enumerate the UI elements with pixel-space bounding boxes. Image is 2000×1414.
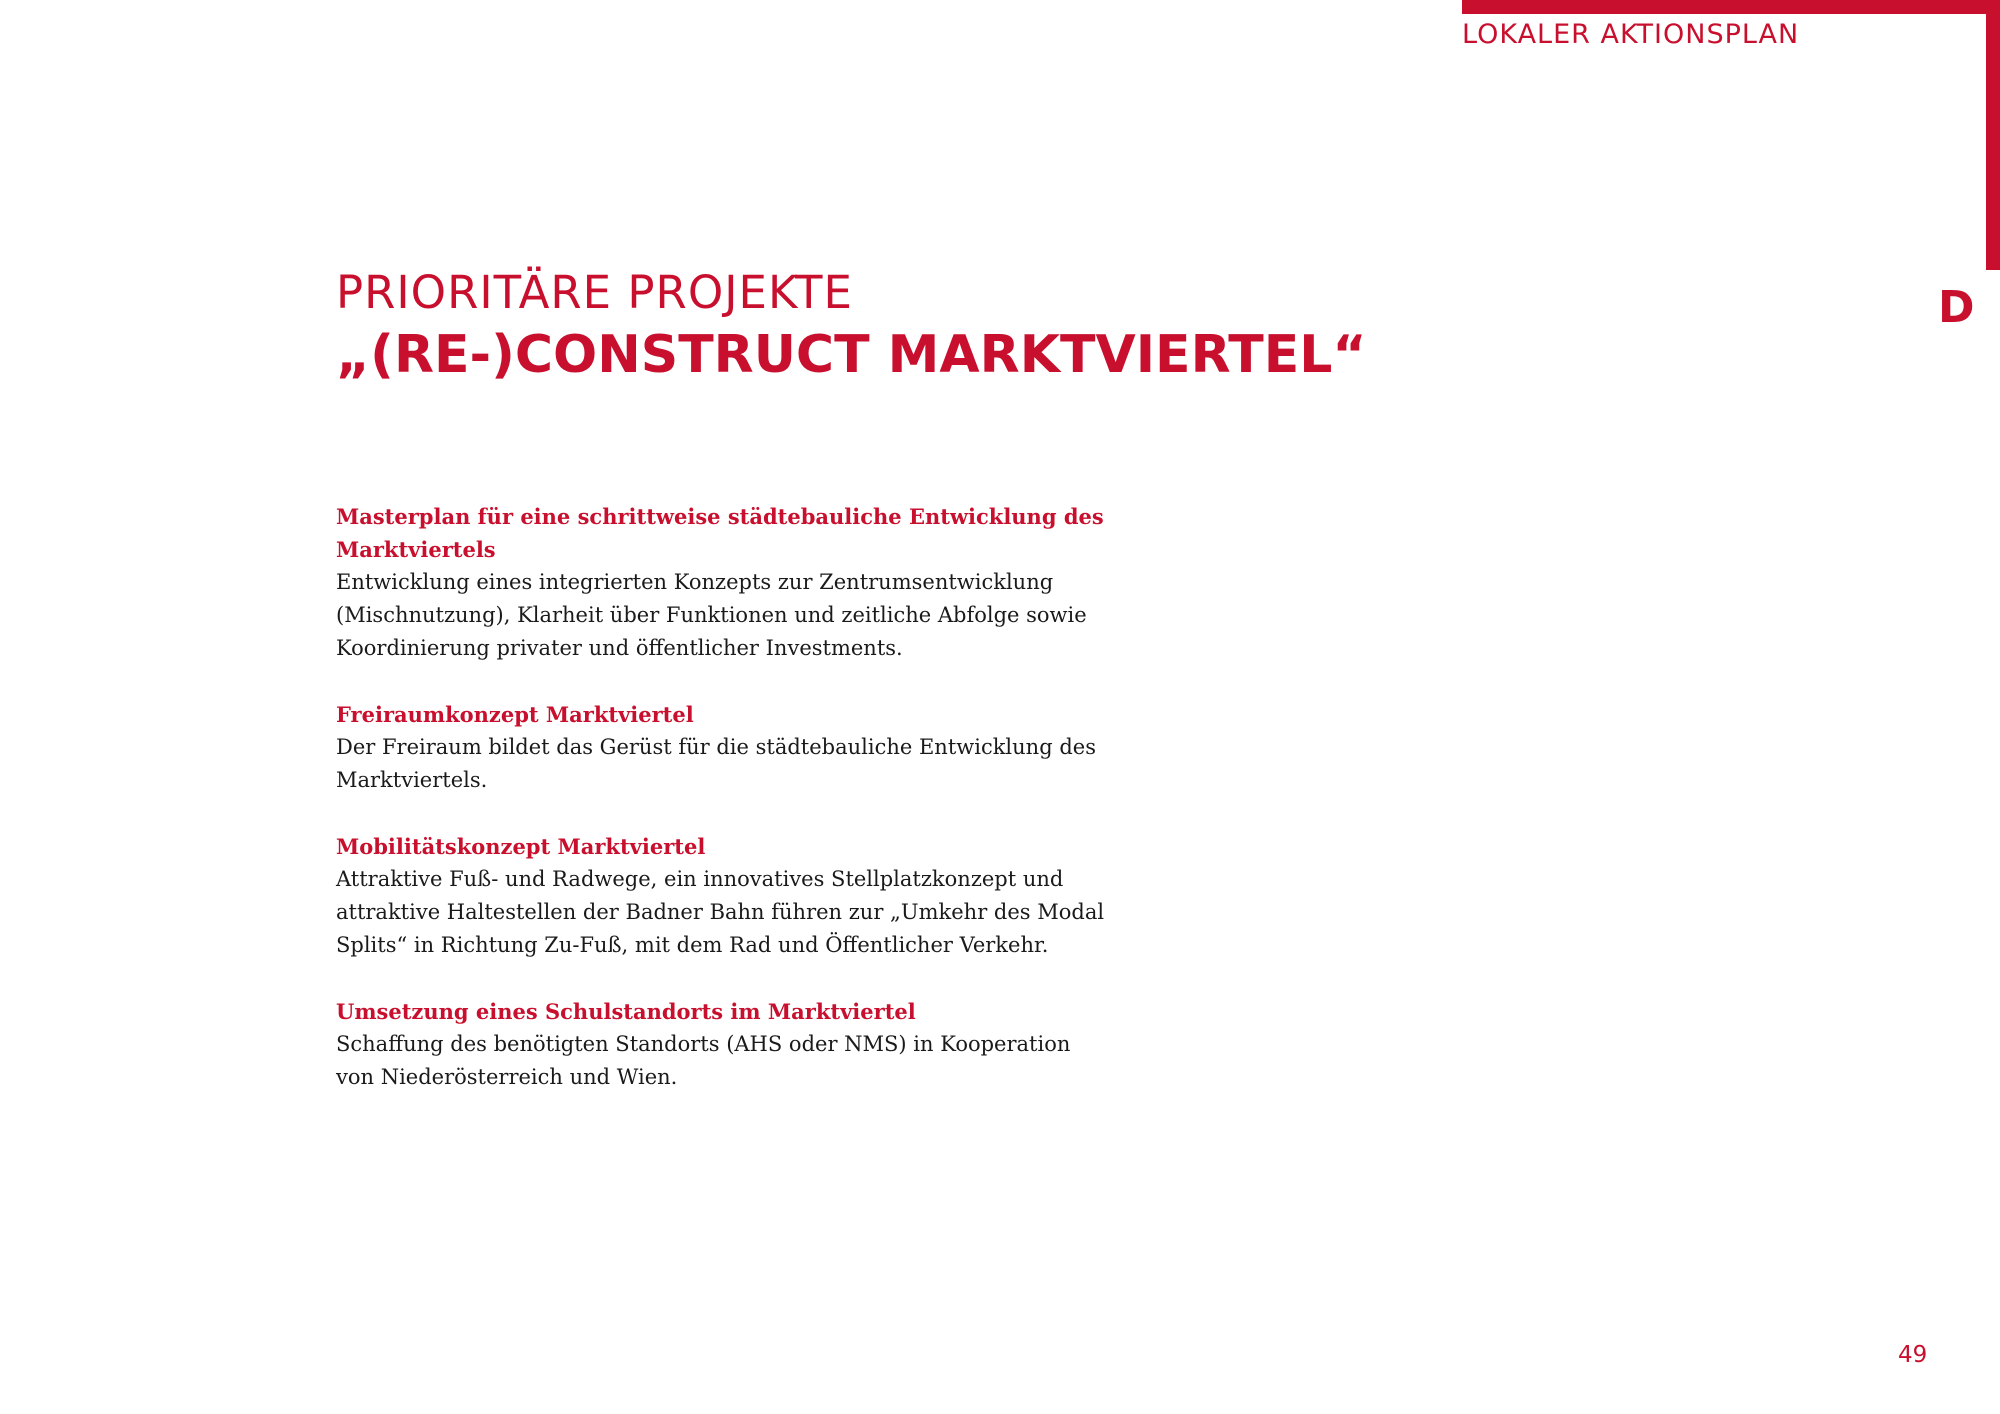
- project-title: Mobilitätskonzept Marktviertel: [336, 834, 706, 859]
- project-item-masterplan: [336, 500, 1106, 665]
- header-accent-bar: [1462, 0, 2000, 14]
- project-title: Umsetzung eines Schulstandorts im Marktviertel: [336, 999, 916, 1024]
- project-title: Masterplan für eine schrittweise städtebauliche Entwicklung des Marktviertels: [336, 504, 1104, 562]
- project-description: Attraktive Fuß- und Radwege, ein innovatives Stellplatzkonzept und attraktive Haltestellen der Badner Bahn führen zur „Umkehr des Modal Splits“ in Richtung Zu-Fuß, mit dem Rad und Öffentlicher Verkehr.: [336, 867, 1105, 957]
- project-description: Der Freiraum bildet das Gerüst für die städtebauliche Entwicklung des Marktviertels.: [336, 735, 1096, 792]
- page-number: 49: [1898, 1342, 1928, 1368]
- project-description: Schaffung des benötigten Standorts (AHS oder NMS) in Kooperation von Niederösterreich und Wien.: [336, 1032, 1071, 1089]
- project-item-mobilitaet: [336, 830, 1106, 962]
- page-heading: [336, 266, 1367, 390]
- page-subtitle: PRIORITÄRE PROJEKTE: [336, 266, 853, 319]
- chapter-letter: D: [1938, 282, 1975, 333]
- chapter-accent-bar: [1986, 0, 2000, 270]
- section-label: LOKALER AKTIONSPLAN: [1462, 19, 1800, 50]
- project-item-freiraum: [336, 698, 1106, 797]
- project-description: Entwicklung eines integrierten Konzepts zur Zentrumsentwicklung (Mischnutzung), Klarheit über Funktionen und zeitliche Abfolge sowie Koordinierung privater und öffentlicher Investments.: [336, 570, 1087, 660]
- project-title: Freiraumkonzept Marktviertel: [336, 702, 694, 727]
- project-list: [336, 500, 1106, 1127]
- project-item-schulstandort: [336, 995, 1106, 1094]
- page-title: „(RE-)CONSTRUCT MARKTVIERTEL“: [336, 325, 1367, 385]
